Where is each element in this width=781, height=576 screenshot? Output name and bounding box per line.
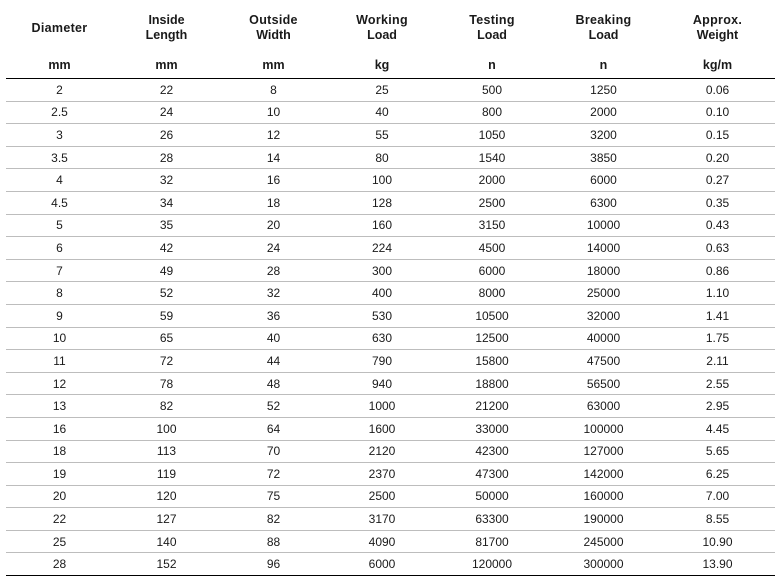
table-cell: 82 (220, 508, 327, 531)
table-cell: 6 (6, 237, 113, 260)
table-cell: 11 (6, 350, 113, 373)
chain-specification-table (6, 4, 775, 576)
table-cell: 0.27 (660, 169, 775, 192)
table-row (6, 508, 775, 531)
table-cell: 7.00 (660, 485, 775, 508)
table-cell: 100 (327, 169, 437, 192)
table-cell: 3200 (547, 124, 660, 147)
table-row (6, 79, 775, 102)
column-header-line: Testing (469, 13, 515, 27)
table-cell: 245000 (547, 530, 660, 553)
table-row (6, 214, 775, 237)
column-header-line: Outside (249, 13, 298, 27)
table-cell: 78 (113, 372, 220, 395)
table-cell: 100 (113, 417, 220, 440)
table-cell: 3.5 (6, 146, 113, 169)
table-cell: 63300 (437, 508, 547, 531)
table-cell: 50000 (437, 485, 547, 508)
table-cell: 20 (6, 485, 113, 508)
table-cell: 7 (6, 259, 113, 282)
table-cell: 49 (113, 259, 220, 282)
table-cell: 4090 (327, 530, 437, 553)
table-cell: 25000 (547, 282, 660, 305)
table-cell: 940 (327, 372, 437, 395)
table-cell: 25 (327, 79, 437, 102)
table-row (6, 350, 775, 373)
table-cell: 40000 (547, 327, 660, 350)
table-cell: 2.95 (660, 395, 775, 418)
table-cell: 28 (6, 553, 113, 576)
table-cell: 63000 (547, 395, 660, 418)
table-row (6, 169, 775, 192)
table-cell: 65 (113, 327, 220, 350)
table-cell: 12 (220, 124, 327, 147)
table-cell: 47500 (547, 350, 660, 373)
table-row (6, 146, 775, 169)
table-cell: 18 (6, 440, 113, 463)
table-cell: 4.5 (6, 191, 113, 214)
table-cell: 2.11 (660, 350, 775, 373)
table-cell: 2.5 (6, 101, 113, 124)
column-header (327, 4, 437, 54)
column-header-line: Width (256, 28, 291, 42)
table-body (6, 79, 775, 576)
table-cell: 6300 (547, 191, 660, 214)
table-cell: 119 (113, 463, 220, 486)
table-cell: 0.10 (660, 101, 775, 124)
table-cell: 2000 (437, 169, 547, 192)
table-cell: 32 (113, 169, 220, 192)
table-cell: 22 (113, 79, 220, 102)
table-cell: 88 (220, 530, 327, 553)
column-header-unit: mm (220, 54, 327, 79)
table-cell: 800 (437, 101, 547, 124)
table-cell: 28 (113, 146, 220, 169)
table-cell: 72 (220, 463, 327, 486)
column-header (547, 4, 660, 54)
table-cell: 14000 (547, 237, 660, 260)
table-cell: 400 (327, 282, 437, 305)
table-cell: 630 (327, 327, 437, 350)
table-cell: 10 (6, 327, 113, 350)
table-cell: 1.41 (660, 304, 775, 327)
table-cell: 2370 (327, 463, 437, 486)
table-cell: 80 (327, 146, 437, 169)
table-cell: 0.06 (660, 79, 775, 102)
table-cell: 56500 (547, 372, 660, 395)
table-cell: 5 (6, 214, 113, 237)
table-cell: 32000 (547, 304, 660, 327)
table-cell: 4.45 (660, 417, 775, 440)
table-cell: 16 (220, 169, 327, 192)
table-cell: 120000 (437, 553, 547, 576)
table-cell: 33000 (437, 417, 547, 440)
column-header (220, 4, 327, 54)
table-cell: 500 (437, 79, 547, 102)
table-cell: 75 (220, 485, 327, 508)
table-row (6, 237, 775, 260)
table-cell: 2500 (327, 485, 437, 508)
table-cell: 25 (6, 530, 113, 553)
table-cell: 81700 (437, 530, 547, 553)
table-cell: 64 (220, 417, 327, 440)
table-cell: 82 (113, 395, 220, 418)
table-row (6, 101, 775, 124)
table-cell: 22 (6, 508, 113, 531)
table-cell: 4 (6, 169, 113, 192)
table-cell: 13.90 (660, 553, 775, 576)
table-row (6, 327, 775, 350)
table-cell: 152 (113, 553, 220, 576)
table-cell: 128 (327, 191, 437, 214)
column-header-line: Load (477, 28, 507, 42)
column-header-unit: n (547, 54, 660, 79)
table-cell: 8.55 (660, 508, 775, 531)
table-cell: 1540 (437, 146, 547, 169)
table-cell: 3850 (547, 146, 660, 169)
table-cell: 18800 (437, 372, 547, 395)
table-cell: 48 (220, 372, 327, 395)
table-cell: 52 (220, 395, 327, 418)
column-header-line: Weight (696, 28, 739, 42)
table-cell: 3 (6, 124, 113, 147)
table-row (6, 485, 775, 508)
table-cell: 9 (6, 304, 113, 327)
table-cell: 0.63 (660, 237, 775, 260)
column-header (660, 4, 775, 54)
table-row (6, 553, 775, 576)
table-cell: 70 (220, 440, 327, 463)
table-header (6, 4, 775, 79)
table-cell: 0.35 (660, 191, 775, 214)
table-cell: 44 (220, 350, 327, 373)
table-cell: 3150 (437, 214, 547, 237)
table-row (6, 124, 775, 147)
table-cell: 8000 (437, 282, 547, 305)
table-cell: 10500 (437, 304, 547, 327)
table-cell: 19 (6, 463, 113, 486)
table-cell: 0.15 (660, 124, 775, 147)
table-cell: 16 (6, 417, 113, 440)
table-cell: 42 (113, 237, 220, 260)
table-cell: 96 (220, 553, 327, 576)
table-cell: 100000 (547, 417, 660, 440)
table-row (6, 304, 775, 327)
table-cell: 10 (220, 101, 327, 124)
column-header-unit: kg/m (660, 54, 775, 79)
table-cell: 55 (327, 124, 437, 147)
table-cell: 160 (327, 214, 437, 237)
table-cell: 1600 (327, 417, 437, 440)
table-row (6, 372, 775, 395)
table-cell: 6000 (547, 169, 660, 192)
table-row (6, 395, 775, 418)
column-header (437, 4, 547, 54)
table-cell: 12 (6, 372, 113, 395)
table-cell: 21200 (437, 395, 547, 418)
table-cell: 160000 (547, 485, 660, 508)
table-cell: 190000 (547, 508, 660, 531)
column-header-line: Breaking (575, 13, 632, 27)
table-cell: 0.43 (660, 214, 775, 237)
table-cell: 20 (220, 214, 327, 237)
table-cell: 300 (327, 259, 437, 282)
table-cell: 26 (113, 124, 220, 147)
table-cell: 1.10 (660, 282, 775, 305)
table-cell: 52 (113, 282, 220, 305)
table-cell: 47300 (437, 463, 547, 486)
table-cell: 72 (113, 350, 220, 373)
table-cell: 34 (113, 191, 220, 214)
column-header-line: Load (367, 28, 397, 42)
table-cell: 10000 (547, 214, 660, 237)
table-cell: 13 (6, 395, 113, 418)
table-cell: 140 (113, 530, 220, 553)
table-cell: 8 (220, 79, 327, 102)
table-cell: 2.55 (660, 372, 775, 395)
table-cell: 2 (6, 79, 113, 102)
table-cell: 12500 (437, 327, 547, 350)
table-cell: 300000 (547, 553, 660, 576)
table-cell: 14 (220, 146, 327, 169)
table-cell: 36 (220, 304, 327, 327)
table-cell: 18 (220, 191, 327, 214)
table-cell: 120 (113, 485, 220, 508)
table-row (6, 191, 775, 214)
table-cell: 40 (327, 101, 437, 124)
table-cell: 6.25 (660, 463, 775, 486)
table-cell: 0.86 (660, 259, 775, 282)
table-cell: 59 (113, 304, 220, 327)
column-header (6, 4, 113, 54)
table-cell: 28 (220, 259, 327, 282)
table-cell: 142000 (547, 463, 660, 486)
table-cell: 4500 (437, 237, 547, 260)
column-header-line: Inside (148, 13, 185, 27)
table-cell: 1250 (547, 79, 660, 102)
table-cell: 6000 (437, 259, 547, 282)
table-cell: 1.75 (660, 327, 775, 350)
column-header-line: Load (588, 28, 619, 42)
table-cell: 24 (113, 101, 220, 124)
table-cell: 32 (220, 282, 327, 305)
table-row (6, 417, 775, 440)
header-row-units (6, 54, 775, 79)
table-cell: 127 (113, 508, 220, 531)
table-cell: 2120 (327, 440, 437, 463)
table-cell: 1050 (437, 124, 547, 147)
column-header-line: Diameter (31, 20, 88, 35)
table-cell: 42300 (437, 440, 547, 463)
table-cell: 5.65 (660, 440, 775, 463)
column-header-unit: mm (113, 54, 220, 79)
table-cell: 15800 (437, 350, 547, 373)
table-row (6, 259, 775, 282)
table-cell: 127000 (547, 440, 660, 463)
column-header-line: Length (145, 28, 188, 42)
table-cell: 24 (220, 237, 327, 260)
table-cell: 18000 (547, 259, 660, 282)
table-cell: 113 (113, 440, 220, 463)
table-cell: 2500 (437, 191, 547, 214)
table-cell: 40 (220, 327, 327, 350)
table-cell: 35 (113, 214, 220, 237)
column-header-unit: mm (6, 54, 113, 79)
header-row-names (6, 4, 775, 54)
table-cell: 2000 (547, 101, 660, 124)
table-cell: 8 (6, 282, 113, 305)
table-row (6, 463, 775, 486)
column-header-unit: n (437, 54, 547, 79)
table-cell: 6000 (327, 553, 437, 576)
table-cell: 10.90 (660, 530, 775, 553)
column-header-unit: kg (327, 54, 437, 79)
table-cell: 1000 (327, 395, 437, 418)
column-header-line: Approx. (692, 13, 743, 27)
table-row (6, 282, 775, 305)
table-cell: 530 (327, 304, 437, 327)
table-cell: 3170 (327, 508, 437, 531)
table-cell: 224 (327, 237, 437, 260)
column-header (113, 4, 220, 54)
column-header-line: Working (356, 13, 408, 27)
table-cell: 790 (327, 350, 437, 373)
table-row (6, 440, 775, 463)
table-cell: 0.20 (660, 146, 775, 169)
